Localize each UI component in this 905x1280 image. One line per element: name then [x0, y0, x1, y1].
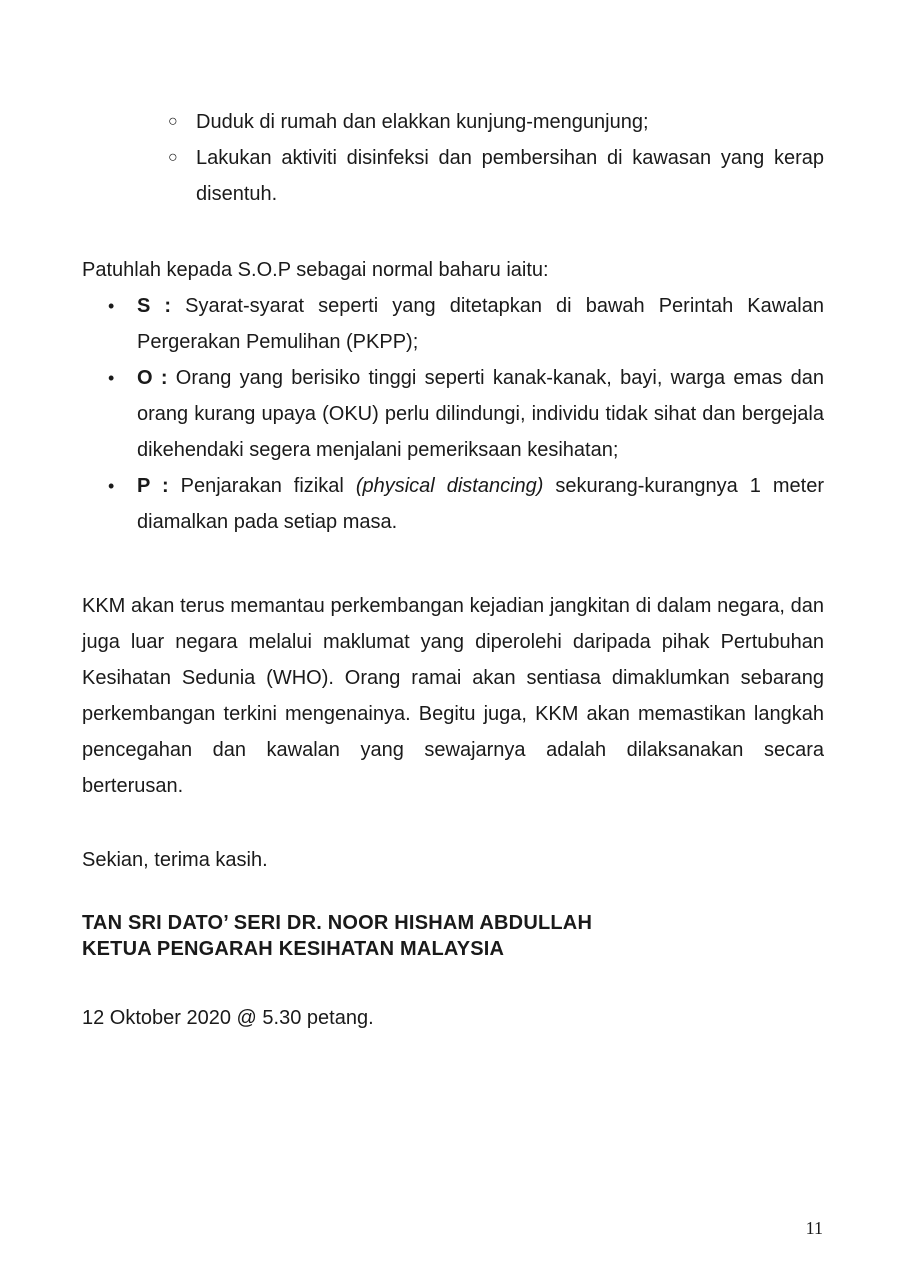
date-text: 12 Oktober 2020 @ 5.30 petang.: [82, 1007, 374, 1029]
sop-list: [108, 288, 824, 540]
sop-text: Penjarakan fizikal: [168, 475, 356, 497]
page-number: 11: [805, 1218, 823, 1238]
list-item: [168, 140, 824, 212]
bullet-icon: •: [108, 296, 115, 316]
sop-text: Syarat-syarat seperti yang ditetapkan di bawah Perintah Kawalan Pergerakan Pemulihan (PKPP);: [137, 295, 824, 353]
circle-bullet-icon: ○: [168, 113, 178, 130]
closing-text: Sekian, terima kasih.: [82, 849, 268, 871]
bullet-icon: •: [108, 368, 115, 388]
list-item-text: Duduk di rumah dan elakkan kunjung-mengunjung;: [196, 111, 649, 133]
sop-item-o: [108, 360, 824, 468]
sop-text: Orang yang berisiko tinggi seperti kanak-kanak, bayi, warga emas dan orang kurang upaya (OKU) perlu dilindungi, individu tidak sihat dan bergejala dikehendaki segera menjalani pemeriksaan kesihatan;: [137, 367, 824, 461]
sop-item-p: [108, 468, 824, 540]
signatory-title: KETUA PENGARAH KESIHATAN MALAYSIA: [82, 938, 505, 960]
sop-item-s: [108, 288, 824, 360]
circle-bullet-icon: ○: [168, 149, 178, 166]
precaution-list: [168, 104, 824, 212]
signatory-name: TAN SRI DATO’ SERI DR. NOOR HISHAM ABDULLAH: [82, 912, 593, 934]
list-item-text: Lakukan aktiviti disinfeksi dan pembersihan di kawasan yang kerap disentuh.: [196, 147, 824, 205]
sop-key: S :: [137, 295, 172, 317]
bullet-icon: •: [108, 476, 115, 496]
sop-intro: Patuhlah kepada S.O.P sebagai normal baharu iaitu:: [82, 259, 549, 281]
sop-text-after: sekurang-kurangnya 1 meter diamalkan pada setiap masa.: [137, 475, 824, 533]
sop-key: O :: [137, 367, 168, 389]
signature-block: [82, 910, 824, 962]
list-item: [168, 104, 824, 140]
kkm-paragraph: KKM akan terus memantau perkembangan kejadian jangkitan di dalam negara, dan juga luar negara melalui maklumat yang diperolehi daripada pihak Pertubuhan Kesihatan Sedunia (WHO). Orang ramai akan sentiasa dimaklumkan sebarang perkembangan terkini mengenainya. Begitu juga, KKM akan memastikan langkah pencegahan dan kawalan yang sewajarnya adalah dilaksanakan secara berterusan.: [82, 595, 824, 797]
sop-key: P :: [137, 475, 169, 497]
sop-italic-text: (physical distancing): [355, 475, 544, 497]
